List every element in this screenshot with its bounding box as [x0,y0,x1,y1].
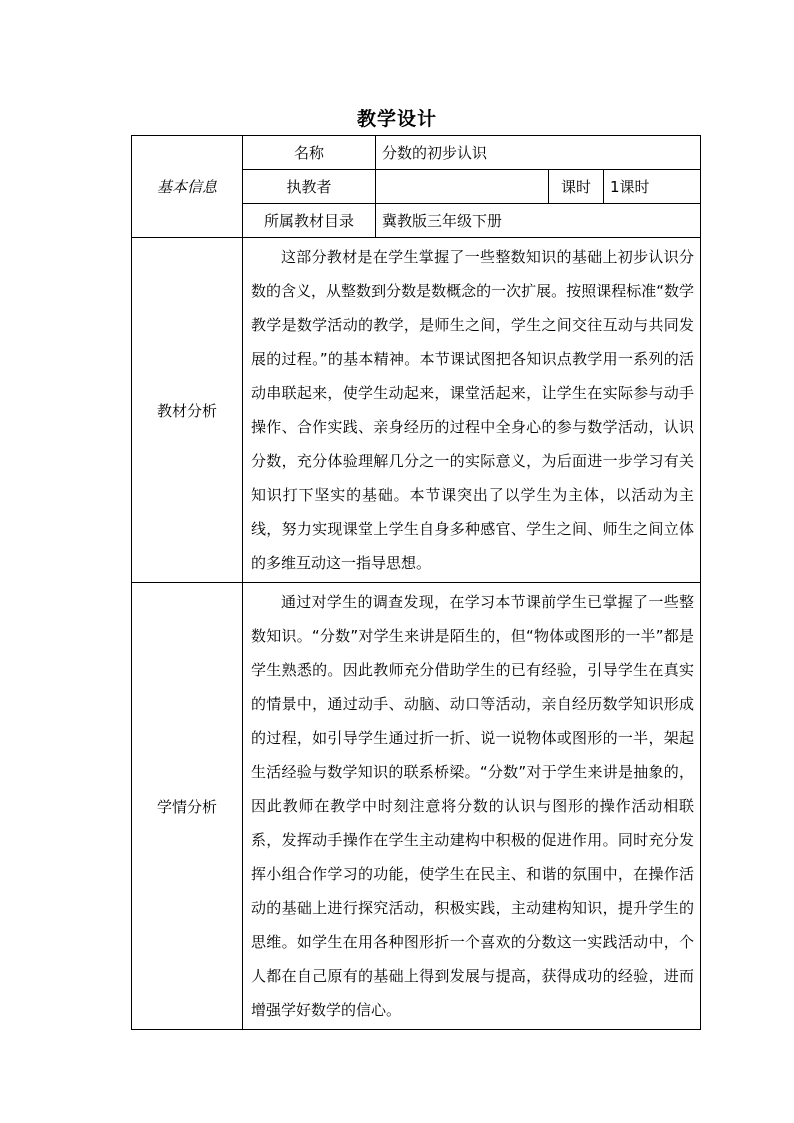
textbook-analysis-text: 这部分教材是在学生掌握了一些整数知识的基础上初步认识分数的含义，从整数到分数是数概念的一次扩展。按照课程标准“数学教学是数学活动的教学，是师生之间，学生之间交往互动与共同发展的过程。”的基本精神。本节课试图把各知识点教学用一系列的活动串联起来，使学生动起来，课堂活起来，让学生在实际参与动手操作、合作实践、亲身经历的过程中全身心的参与数学活动，认识分数，充分体验理解几分之一的实际意义，为后面进一步学习有关知识打下坚实的基础。本节课突出了以学生为主体，以活动为主线，努力实现课堂上学生自身多种感官、学生之间、师生之间立体的多维互动这一指导思想。 [243,238,701,583]
period-label: 课时 [549,170,604,204]
name-row [132,136,701,170]
period-value: 1课时 [604,170,701,204]
student-analysis-label: 学情分析 [132,583,243,1030]
document-title: 教学设计 [356,108,437,130]
textbook-analysis-row [132,238,701,583]
student-analysis-text: 通过对学生的调查发现，在学习本节课前学生已掌握了一些整数知识。“分数”对学生来讲是陌生的，但“物体或图形的一半”都是学生熟悉的。因此教师充分借助学生的已有经验，引导学生在真实的情景中，通过动手、动脑、动口等活动，亲自经历数学知识形成的过程，如引导学生通过折一折、说一说物体或图形的一半，架起生活经验与数学知识的联系桥梁。“分数”对于学生来讲是抽象的，因此教师在教学中时刻注意将分数的认识与图形的操作活动相联系，发挥动手操作在学生主动建构中积极的促进作用。同时充分发挥小组合作学习的功能，使学生在民主、和谐的氛围中，在操作活动的基础上进行探究活动，积极实践，主动建构知识，提升学生的思维。如学生在用各种图形折一个喜欢的分数这一实践活动中，个人都在自己原有的基础上得到发展与提高，获得成功的经验，进而增强学好数学的信心。 [243,583,701,1030]
teacher-label: 执教者 [243,170,376,204]
teacher-value [376,170,549,204]
lesson-plan-table [131,135,701,1030]
name-value: 分数的初步认识 [376,136,701,170]
basic-info-label: 基本信息 [132,136,243,238]
catalog-value: 冀教版三年级下册 [376,204,701,238]
textbook-analysis-label: 教材分析 [132,238,243,583]
catalog-label: 所属教材目录 [243,204,376,238]
name-label: 名称 [243,136,376,170]
student-analysis-row [132,583,701,1030]
